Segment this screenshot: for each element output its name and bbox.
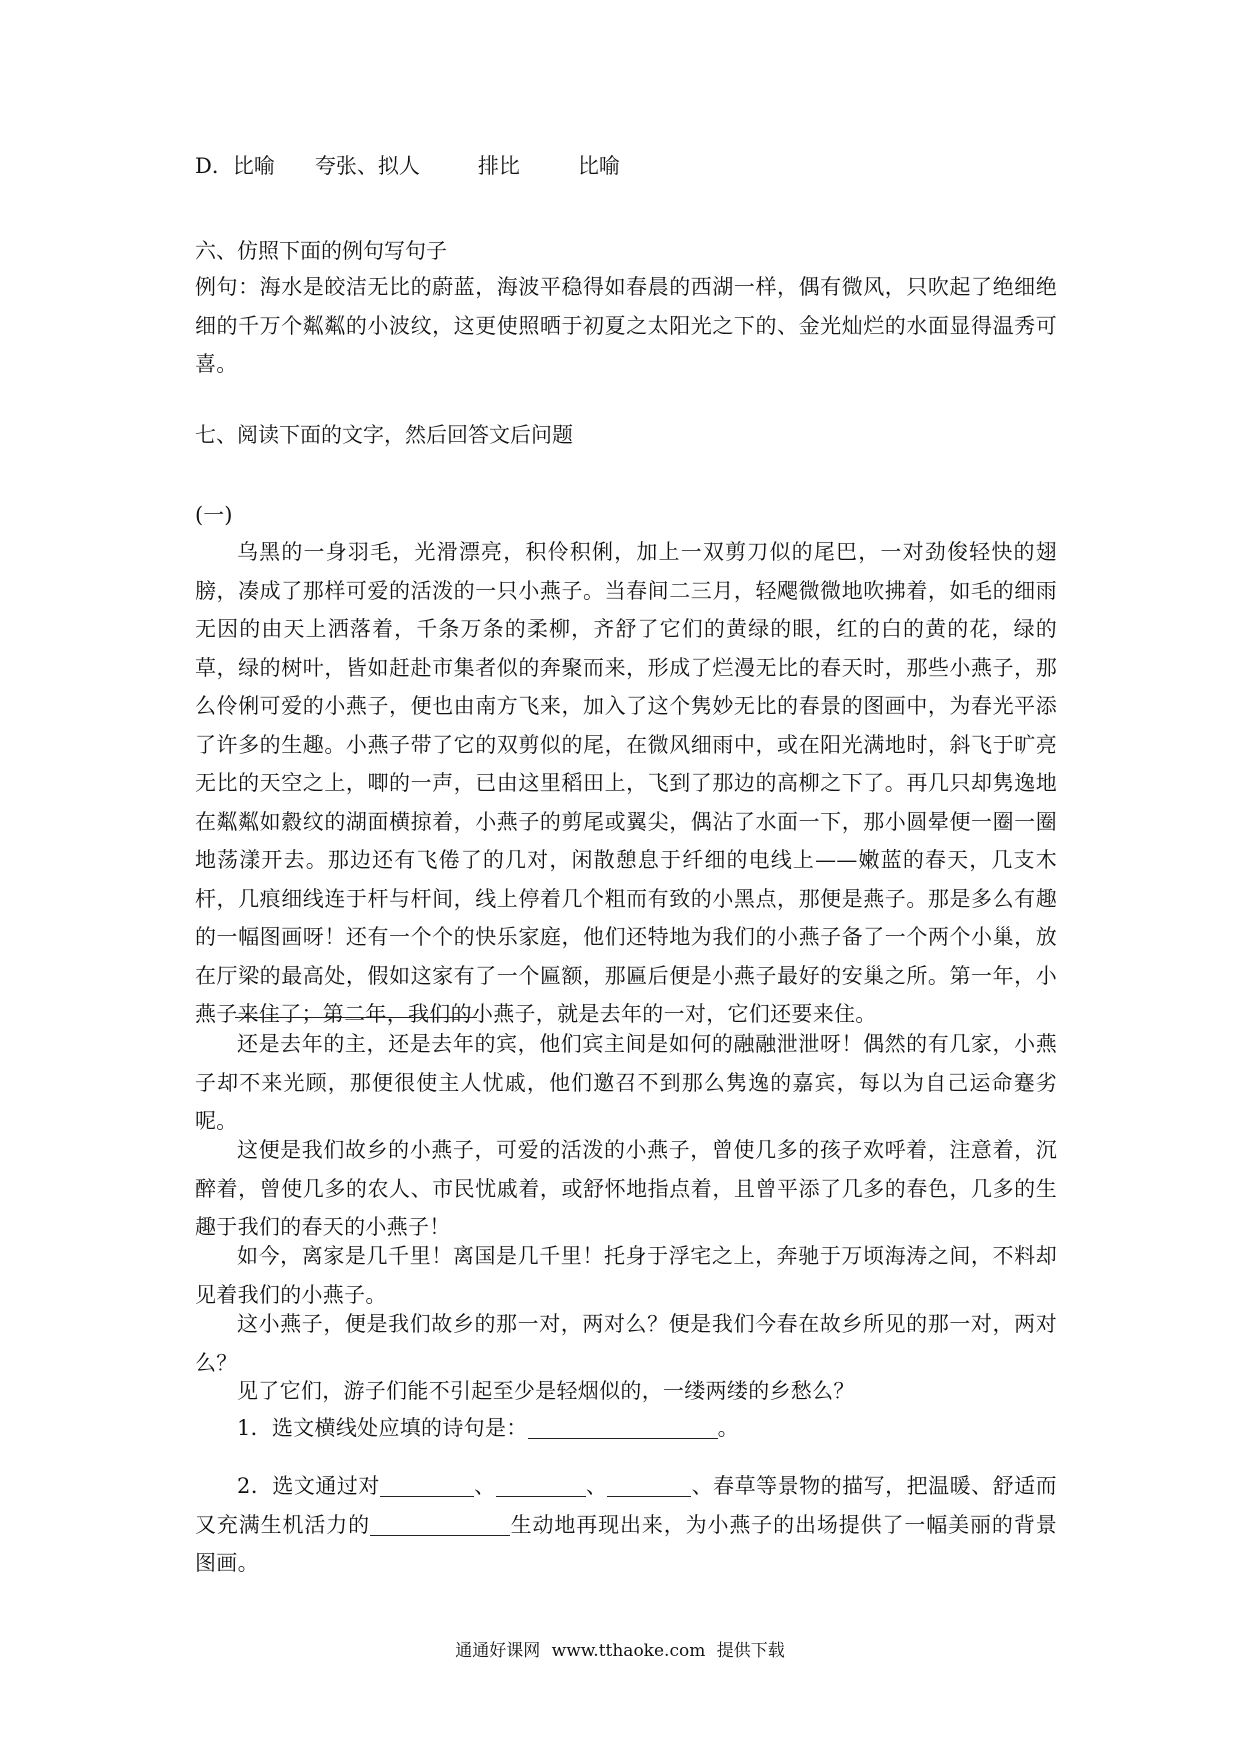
passage-paragraph-3: 这便是我们故乡的小燕子，可爱的活泼的小燕子，曾使几多的孩子欢呼着，注意着，沉醉着，曾使几多的农人、市民忧戚着，或舒怀地指点着，且曾平添了几多的春色，几多的生趣于我们的春天的小燕子！ <box>195 1138 1057 1239</box>
section6-heading: 六、仿照下面的例句写句子 <box>195 239 447 263</box>
answer-blank <box>496 1472 586 1497</box>
part-label: (一) <box>195 503 233 527</box>
passage-paragraph-4: 如今，离家是几千里！离国是几千里！托身于浮宅之上，奔驰于万顷海涛之间，不料却见着我们的小燕子。 <box>195 1244 1057 1307</box>
option-d-col4: 比喻 <box>577 154 620 178</box>
question-1 <box>195 1409 1057 1448</box>
section6-example: 例句：海水是皎洁无比的蔚蓝，海波平稳得如春晨的西湖一样，偶有微风，只吹起了绝细绝细的千万个粼粼的小波纹，这更使照晒于初夏之太阳光之下的、金光灿烂的水面显得温秀可喜。 <box>195 275 1057 376</box>
footer-url: www.tthaoke.com <box>551 1641 706 1661</box>
option-d-col2: 夸张、拟人 <box>314 154 420 178</box>
question-2-text-middle: 、春草等景物的描写，把温暖、舒适而又充满生机活力的 <box>195 1474 1057 1537</box>
question-2-text: 2．选文通过对 <box>237 1474 380 1498</box>
answer-blank <box>607 1472 691 1497</box>
question-2-separator: 、 <box>585 1474 608 1498</box>
passage-paragraph-1: 乌黑的一身羽毛，光滑漂亮，积伶积俐，加上一双剪刀似的尾巴，一对劲俊轻快的翅膀，凑成了那样可爱的活泼的一只小燕子。当春间二三月，轻飔微微地吹拂着，如毛的细雨无因的由天上洒落着，千条万条的柔柳，齐舒了它们的黄绿的眼，红的白的黄的花，绿的草，绿的树叶，皆如赶赴市集者似的奔聚而来，形成了烂漫无比的春天时，那些小燕子，那么伶俐可爱的小燕子，便也由南方飞来，加入了这个隽妙无比的春景的图画中，为春光平添了许多的生趣。小燕子带了它的双剪似的尾，在微风细雨中，或在阳光满地时，斜飞于旷亮无比的天空之上，唧的一声，已由这里稻田上，飞到了那边的高柳之下了。再几只却隽逸地在粼粼如縠纹的湖面横掠着，小燕子的剪尾或翼尖，偶沾了水面一下，那小圆晕便一圈一圈地荡漾开去。那边还有飞倦了的几对，闲散憩息于纤细的电线上——嫩蓝的春天，几支木杆，几痕细线连于杆与杆间，线上停着几个粗而有致的小黑点，那便是燕子。那是多么有趣的一幅图画呀！还有一个个的快乐家庭，他们还特地为我们的小燕子备了一个两个小巢，放在厅梁的最高处，假如这家有了一个匾额，那匾后便是小燕子最好的安巢之所。第一年，小燕子来住了；第二年，我们的小燕子，就是去年的一对，它们还要来住。 <box>195 540 1057 1026</box>
footer-site-name: 通通好课网 <box>455 1641 541 1661</box>
option-d-letter: D．比喻 <box>195 154 275 178</box>
answer-blank <box>528 1414 718 1439</box>
option-d-col3: 排比 <box>477 154 520 178</box>
passage-paragraph-2: 还是去年的主，还是去年的宾，他们宾主间是如何的融融泄泄呀！偶然的有几家，小燕子却不来光顾，那便很使主人忧戚，他们邀召不到那么隽逸的嘉宾，每以为自己运命蹇劣呢。 <box>195 1032 1057 1133</box>
section7-heading: 七、阅读下面的文字，然后回答文后问题 <box>195 423 573 447</box>
question-1-text: 1．选文横线处应填的诗句是： <box>237 1416 528 1440</box>
option-d <box>195 151 620 181</box>
passage-paragraph-6: 见了它们，游子们能不引起至少是轻烟似的，一缕两缕的乡愁么？ <box>237 1379 855 1403</box>
question-1-end: 。 <box>717 1416 739 1440</box>
fill-in-blank-line <box>235 1017 477 1018</box>
question-2 <box>195 1467 1057 1583</box>
page-footer <box>0 1639 1240 1663</box>
answer-blank <box>370 1511 510 1536</box>
answer-blank <box>380 1472 474 1497</box>
footer-suffix: 提供下载 <box>716 1641 785 1661</box>
question-2-text-end: 生动地再现出来，为小燕子的出场提供了一幅美丽的背景图画。 <box>195 1512 1057 1575</box>
question-2-separator: 、 <box>473 1474 496 1498</box>
passage-paragraph-5: 这小燕子，便是我们故乡的那一对，两对么？便是我们今春在故乡所见的那一对，两对么？ <box>195 1312 1057 1375</box>
